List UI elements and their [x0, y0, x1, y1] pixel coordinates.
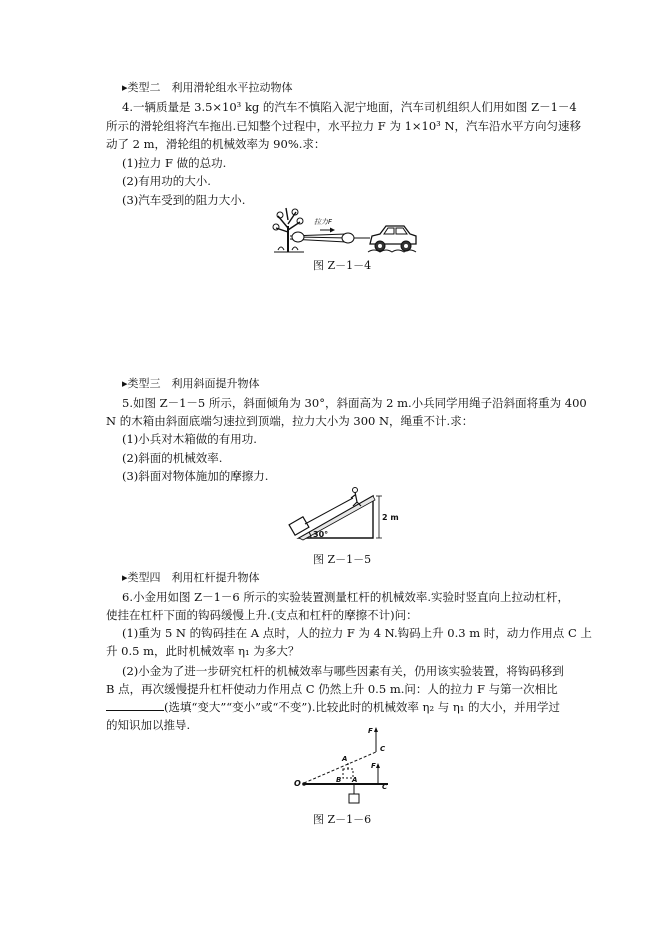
q4-sub1: (1)拉力 F 做的总功.: [122, 156, 227, 170]
figure-lever: [292, 725, 396, 809]
q6-part1-line2: 升 0.5 m，此时机械效率 η₁ 为多大？: [106, 644, 300, 658]
incline-shape: [299, 496, 375, 540]
q5-text-line2: N 的木箱由斜面底端匀速拉到顶端，拉力大小为 300 N，绳重不计.求：: [106, 414, 474, 428]
lever-label-A-high: A: [342, 755, 348, 763]
section-heading-type3: ▸类型三 利用斜面提升物体: [122, 377, 260, 390]
figure-caption-z15: 图 Z－1－5: [313, 553, 372, 566]
q6-part1-line1: (1)重为 5 N 的钩码挂在 A 点时，人的拉力 F 为 4 N.钩码上升 0.3 m 时，动力作用点 C 上: [122, 626, 592, 640]
height-label: 2 m: [382, 513, 399, 522]
q6-part2-line2: B 点，再次缓慢提升杠杆使动力作用点 C 仍然上升 0.5 m.问：人的拉力 F 与第一次相比: [106, 682, 558, 696]
force-label: 拉力F: [314, 218, 333, 226]
lever-label-C-low: C: [382, 783, 388, 791]
lever-label-A-low: A: [352, 776, 358, 784]
force-arrows: [374, 727, 380, 784]
section-heading-type2: ▸类型二 利用滑轮组水平拉动物体: [122, 81, 293, 94]
q4-text-line1: 4.一辆质量是 3.5×10³ kg 的汽车不慎陷入泥宁地面，汽车司机组织人们用如图 Z－1－4: [122, 100, 577, 114]
lever-label-O: O: [294, 779, 301, 788]
q6-part2-line4: 的知识加以推导.: [106, 718, 191, 732]
q6-text-line1: 6.小金用如图 Z－1－6 所示的实验装置测量杠杆的机械效率.实验时竖直向上拉动杠杆，: [122, 590, 570, 604]
q5-text-line1: 5.如图 Z－1－5 所示，斜面倾角为 30°，斜面高为 2 m.小兵同学用绳子沿斜面将重为 400: [122, 396, 587, 410]
q4-text-line3: 动了 2 m，滑轮组的机械效率为 90%.求：: [106, 137, 326, 151]
q5-sub3: (3)斜面对物体施加的摩擦力.: [122, 469, 269, 483]
q6-text-line2: 使挂在杠杆下面的钩码缓慢上升.(支点和杠杆的摩擦不计)问：: [106, 608, 418, 622]
lever-label-B: B: [336, 776, 342, 784]
figure-caption-z16: 图 Z－1－6: [313, 813, 372, 826]
wooden-box: [289, 517, 309, 535]
figure-pulley-car: [270, 206, 420, 256]
q6-part2-line1: (2)小金为了进一步研究杠杆的机械效率与哪些因素有关，仍用该实验装置，将钩码移到: [122, 664, 564, 678]
tree-icon: [273, 208, 304, 252]
q5-sub2: (2)斜面的机械效率.: [122, 451, 223, 465]
q5-sub1: (1)小兵对木箱做的有用功.: [122, 432, 257, 446]
lever-label-C-high: C: [380, 745, 386, 753]
q4-text-line2: 所示的滑轮组将汽车拖出.已知整个过程中，水平拉力 F 为 1×10³ N，汽车沿水平方向匀速移: [106, 119, 582, 133]
q4-sub2: (2)有用功的大小.: [122, 174, 211, 188]
figure-caption-z14: 图 Z－1－4: [313, 259, 372, 272]
angle-label: 30°: [313, 530, 329, 539]
pulley-rope: [290, 228, 370, 244]
q6-part2-line3-text: (选填“变大”“变小”或“不变”).比较此时的机械效率 η₂ 与 η₁ 的大小，并用学过: [164, 700, 561, 714]
q6-part2-line3: [106, 699, 560, 715]
figure-incline: [285, 482, 405, 548]
section-heading-type4: ▸类型四 利用杠杆提升物体: [122, 571, 260, 584]
answer-blank[interactable]: [106, 699, 164, 711]
lever-label-F-low: F: [371, 762, 376, 770]
pivot-icon: [302, 782, 306, 786]
car-icon: [368, 226, 416, 252]
lever-label-F-high: F: [368, 727, 373, 735]
q4-sub3: (3)汽车受到的阻力大小.: [122, 193, 246, 207]
